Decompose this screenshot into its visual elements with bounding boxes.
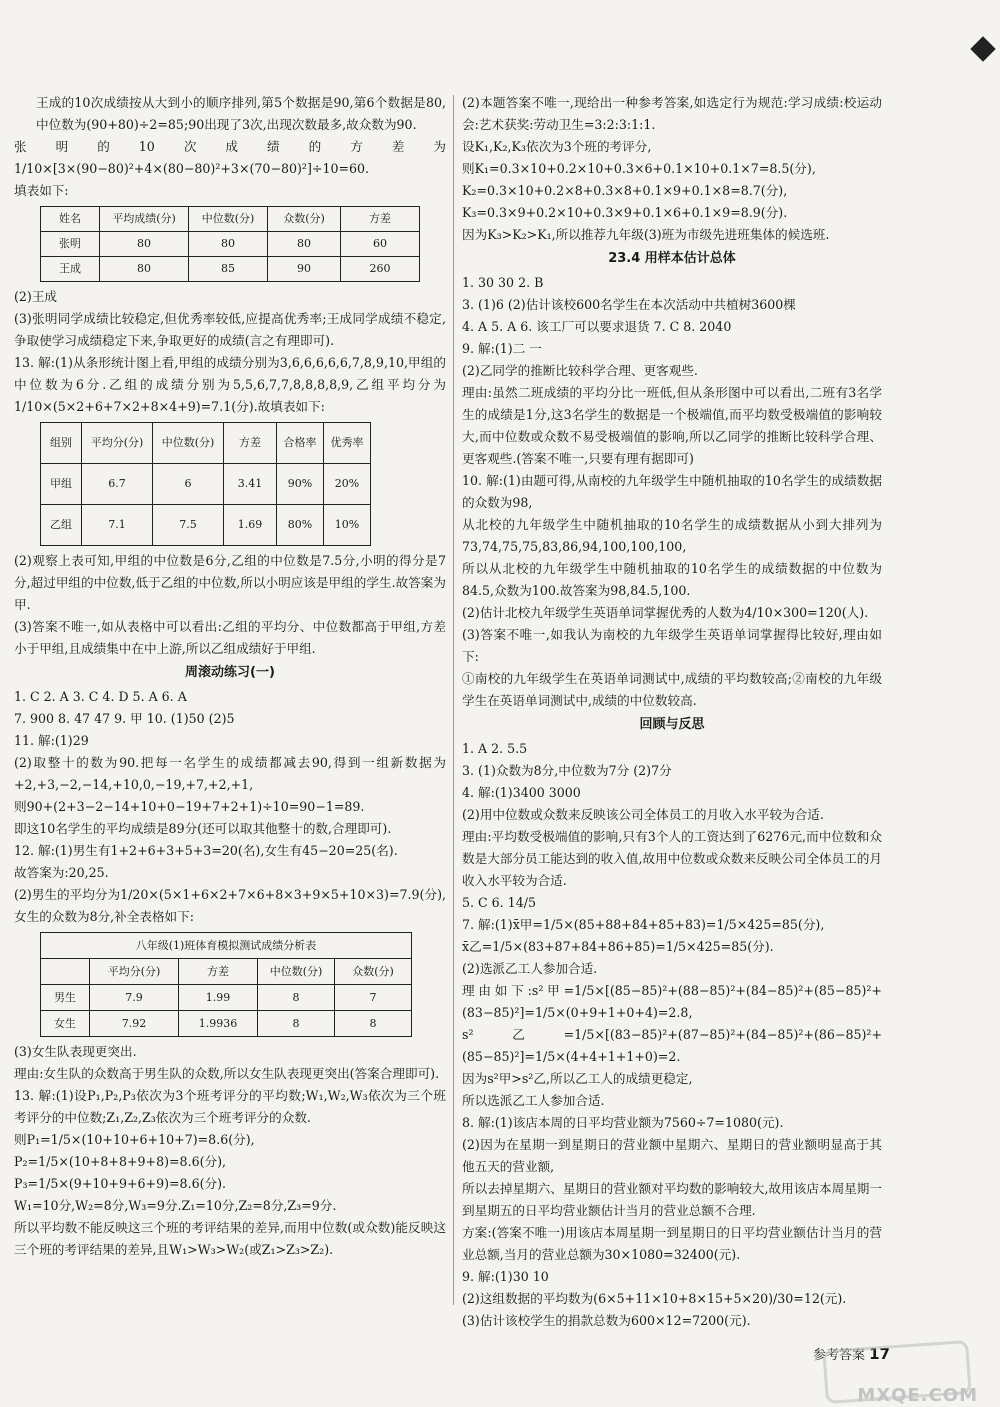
table-header: 合格率 — [277, 423, 324, 464]
text-line: 7. 解:(1)x̄甲=1/5×(85+88+84+85+83)=1/5×425=85(分), — [462, 917, 825, 932]
table-cell: 7.9 — [90, 985, 179, 1011]
text-line: 1. C 2. A 3. C 4. D 5. A 6. A — [14, 689, 187, 704]
text-line: 5. C 6. 14/5 — [462, 895, 536, 910]
text-line: (2)用中位数或众数来反映该公司全体员工的月收入水平较为合适. — [462, 807, 824, 822]
table-group-stats — [40, 422, 371, 546]
text-line: (2)男生的平均分为1/20×(5×1+6×2+7×6+8×3+9×5+10×3)=7.9(分),女生的众数为8分,补全表格如下: — [14, 887, 446, 924]
section-title: 周滚动练习(一) — [185, 665, 275, 680]
text-line: 理由:虽然二班成绩的平均分比一班低,但从条形图中可以看出,二班有3名学生的成绩是1分,这3名学生的数据是一个极端值,而平均数受极端值的影响较大,而中位数或众数不易受极端值的影响,所以乙同学的推断比较科学合理、更客观些.(答案不唯一,只要有理有据即可) — [462, 385, 882, 466]
table-cell: 85 — [189, 257, 268, 282]
table-cell: 张明 — [41, 232, 100, 257]
table-header: 中位数(分) — [189, 207, 268, 232]
text-line: W₁=10分,W₂=8分,W₃=9分.Z₁=10分,Z₂=8分,Z₃=9分. — [14, 1198, 337, 1213]
text-line: 理由:平均数受极端值的影响,只有3个人的工资达到了6276元,而中位数和众数是大部分员工能达到的收入值,故用中位数或众数来反映公司全体员工的月收入水平较为合适. — [462, 829, 882, 888]
table-cell: 8 — [258, 1011, 335, 1037]
table-cell: 女生 — [41, 1011, 90, 1037]
text-line: 因为s²甲>s²乙,所以乙工人的成绩更稳定, — [462, 1071, 693, 1086]
table-cell: 1.69 — [224, 505, 277, 546]
text-line: (3)答案不唯一,如从表格中可以看出:乙组的平均分、中位数都高于甲组,方差小于甲组,且成绩集中在中上游,所以乙组成绩好于甲组. — [14, 619, 446, 656]
text-line: (3)答案不唯一,如我认为南校的九年级学生英语单词掌握得比较好,理由如下: — [462, 627, 882, 664]
text-line: 10. 解:(1)由题可得,从南校的九年级学生中随机抽取的10名学生的成绩数据的众数为98, — [462, 473, 882, 510]
text-line: (3)女生队表现更突出. — [14, 1044, 137, 1059]
table-cell: 男生 — [41, 985, 90, 1011]
footer-label: 参考答案 — [812, 1348, 865, 1363]
text-line: 填表如下: — [14, 183, 69, 198]
page-number: 17 — [869, 1345, 890, 1363]
table-cell: 8 — [335, 1011, 412, 1037]
table-cell: 260 — [341, 257, 420, 282]
table-cell: 乙组 — [41, 505, 82, 546]
table-cell: 90% — [277, 464, 324, 505]
table-cell: 90 — [268, 257, 341, 282]
text-line: 所以平均数不能反映这三个班的考评结果的差异,而用中位数(或众数)能反映这三个班的考评结果的差异,且W₁>W₃>W₂(或Z₁>Z₃>Z₂). — [14, 1220, 446, 1257]
text-line: 9. 解:(1)30 10 — [462, 1269, 549, 1284]
text-line: (2)取整十的数为90.把每一名学生的成绩都减去90,得到一组新数据为+2,+3,−2,−14,+10,0,−19,+7,+2,+1, — [14, 755, 446, 792]
text-line: P₂=1/5×(10+8+8+9+8)=8.6(分), — [14, 1154, 227, 1169]
table-cell: 7 — [335, 985, 412, 1011]
table-header: 中位数(分) — [258, 959, 335, 985]
table-cell: 8 — [258, 985, 335, 1011]
text-line: (2)估计北校九年级学生英语单词掌握优秀的人数为4/10×300=120(人). — [462, 605, 869, 620]
table-cell: 80 — [100, 232, 189, 257]
table-cell: 20% — [324, 464, 371, 505]
table-cell: 80 — [100, 257, 189, 282]
text-line: 所以去掉星期六、星期日的营业额对平均数的影响较大,故用该店本周星期一到星期五的日平均营业额估计当月的营业总额不合理. — [462, 1181, 882, 1218]
table-cell: 7.1 — [82, 505, 153, 546]
table-header: 平均成绩(分) — [100, 207, 189, 232]
text-line: 所以选派乙工人参加合适. — [462, 1093, 605, 1108]
table-header: 平均分(分) — [82, 423, 153, 464]
text-line: (2)乙同学的推断比较科学合理、更客观些. — [462, 363, 698, 378]
table-header: 众数(分) — [335, 959, 412, 985]
section-title: 23.4 用样本估计总体 — [608, 251, 736, 266]
left-column — [14, 92, 446, 1261]
text-line: 因为K₃>K₂>K₁,所以推荐九年级(3)班为市级先进班集体的候选班. — [462, 227, 830, 242]
text-line: 所以从北校的九年级学生中随机抽取的10名学生的成绩数据的中位数为84.5,众数为100.故答案为98,84.5,100. — [462, 561, 882, 598]
table-header: 众数(分) — [268, 207, 341, 232]
text-line: 理由如下:s²甲=1/5×[(85−85)²+(88−85)²+(84−85)²+(85−85)²+(83−85)²]=1/5×(0+9+1+0+4)=2.8, — [462, 983, 882, 1020]
text-line: 8. 解:(1)该店本周的日平均营业额为7560÷7=1080(元). — [462, 1115, 784, 1130]
text-line: 11. 解:(1)29 — [14, 733, 89, 748]
column-divider — [453, 95, 454, 1305]
text-line: 1. 30 30 2. B — [462, 275, 544, 290]
text-line: 7. 900 8. 47 47 9. 甲 10. (1)50 (2)5 — [14, 711, 235, 726]
table-cell: 80 — [189, 232, 268, 257]
table-cell: 80 — [268, 232, 341, 257]
table-header: 方差 — [341, 207, 420, 232]
text-line: (3)估计该校学生的捐款总数为600×12=7200(元). — [462, 1313, 751, 1328]
table-cell: 6.7 — [82, 464, 153, 505]
table-cell: 甲组 — [41, 464, 82, 505]
table-caption: 八年级(1)班体育模拟测试成绩分析表 — [41, 933, 412, 959]
table-cell: 80% — [277, 505, 324, 546]
text-line: (2)本题答案不唯一,现给出一种参考答案,如选定行为规范:学习成绩:校运动会:艺术获奖:劳动卫生=3:2:3:1:1. — [462, 95, 882, 132]
text-line: (2)选派乙工人参加合适. — [462, 961, 598, 976]
text-line: 4. A 5. A 6. 该工厂可以要求退货 7. C 8. 2040 — [462, 319, 732, 334]
text-line: 即这10名学生的平均成绩是89分(还可以取其他整十的数,合理即可). — [14, 821, 392, 836]
text-line: 3. (1)众数为8分,中位数为7分 (2)7分 — [462, 763, 672, 778]
table-header — [41, 959, 90, 985]
text-line: 故答案为:20,25. — [14, 865, 109, 880]
right-column — [462, 92, 882, 1332]
text-line: 从北校的九年级学生中随机抽取的10名学生的成绩数据从小到大排列为73,74,75,75,83,86,94,100,100,100, — [462, 517, 882, 554]
table-score-summary — [40, 206, 420, 282]
table-cell: 1.9936 — [179, 1011, 258, 1037]
table-header: 方差 — [179, 959, 258, 985]
text-line: ①南校的九年级学生在英语单词测试中,成绩的平均数较高;②南校的九年级学生在英语单词测试中,成绩的中位数较高. — [462, 671, 882, 708]
text-line: 理由:女生队的众数高于男生队的众数,所以女生队表现更突出(答案合理即可). — [14, 1066, 440, 1081]
text-line: 1. A 2. 5.5 — [462, 741, 528, 756]
table-header: 方差 — [224, 423, 277, 464]
text-line: K₃=0.3×9+0.2×10+0.3×9+0.1×6+0.1×9=8.9(分). — [462, 205, 788, 220]
text-line: 则P₁=1/5×(10+10+6+10+7)=8.6(分), — [14, 1132, 255, 1147]
table-header: 中位数(分) — [153, 423, 224, 464]
text-line: 方案:(答案不唯一)用该店本周星期一到星期日的日平均营业额估计当月的营业总额,当月的营业总额为30×1080=32400(元). — [462, 1225, 882, 1262]
corner-mark — [970, 36, 995, 61]
text-line: (2)这组数据的平均数为(6×5+11×10+8×15+5×20)/30=12(元). — [462, 1291, 847, 1306]
table-header: 组别 — [41, 423, 82, 464]
table-header: 姓名 — [41, 207, 100, 232]
table-cell: 60 — [341, 232, 420, 257]
text-line: (2)观察上表可知,甲组的中位数是6分,乙组的中位数是7.5分,小明的得分是7分,超过甲组的中位数,低于乙组的中位数,所以小明应该是甲组的学生.故答案为甲. — [14, 553, 446, 612]
text-line: 13. 解:(1)从条形统计图上看,甲组的成绩分别为3,6,6,6,6,6,7,8,9,10,甲组的中位数为6分.乙组的成绩分别为5,5,6,7,7,8,8,8,8,9,乙组平均分为1/10×(5×2+6+7×2+8×4+9)=7.1(分).故填表如下: — [14, 355, 446, 414]
table-cell: 王成 — [41, 257, 100, 282]
watermark-url: MXQE.COM — [857, 1385, 978, 1406]
text-line: 13. 解:(1)设P₁,P₂,P₃依次为3个班考评分的平均数;W₁,W₂,W₃依次为三个班考评分的中位数;Z₁,Z₂,Z₃依次为三个班考评分的众数. — [14, 1088, 446, 1125]
table-cell: 3.41 — [224, 464, 277, 505]
table-cell: 1.99 — [179, 985, 258, 1011]
text-line: 张明的10次成绩的方差为1/10×[3×(90−80)²+4×(80−80)²+3×(70−80)²]÷10=60. — [14, 139, 446, 176]
text-line: s²乙=1/5×[(83−85)²+(87−85)²+(84−85)²+(86−85)²+(85−85)²]=1/5×(4+4+1+1+0)=2. — [462, 1027, 882, 1064]
text-line: (3)张明同学成绩比较稳定,但优秀率较低,应提高优秀率;王成同学成绩不稳定,争取使学习成绩稳定下来,争取更好的成绩(言之有理即可). — [14, 311, 446, 348]
table-cell: 7.5 — [153, 505, 224, 546]
text-line: 4. 解:(1)3400 3000 — [462, 785, 581, 800]
text-line: x̄乙=1/5×(83+87+84+86+85)=1/5×425=85(分). — [462, 939, 774, 954]
text-line: (2)因为在星期一到星期日的营业额中星期六、星期日的营业额明显高于其他五天的营业额, — [462, 1137, 882, 1174]
text-line: 设K₁,K₂,K₃依次为3个班的考评分, — [462, 139, 652, 154]
text-line: 王成的10次成绩按从大到小的顺序排列,第5个数据是90,第6个数据是80,中位数为(90+80)÷2=85;90出现了3次,出现次数最多,故众数为90. — [36, 95, 446, 132]
text-line: 12. 解:(1)男生有1+2+6+3+5+3=20(名),女生有45−20=25(名). — [14, 843, 398, 858]
section-title: 回顾与反思 — [639, 717, 705, 732]
text-line: 则K₁=0.3×10+0.2×10+0.3×6+0.1×10+0.1×7=8.5(分), — [462, 161, 816, 176]
table-header: 平均分(分) — [90, 959, 179, 985]
text-line: 9. 解:(1)二 一 — [462, 341, 542, 356]
text-line: P₃=1/5×(9+10+9+6+9)=8.6(分). — [14, 1176, 227, 1191]
table-cell: 6 — [153, 464, 224, 505]
table-cell: 10% — [324, 505, 371, 546]
text-line: (2)王成 — [14, 289, 58, 304]
table-cell: 7.92 — [90, 1011, 179, 1037]
text-line: K₂=0.3×10+0.2×8+0.3×8+0.1×9+0.1×8=8.7(分), — [462, 183, 788, 198]
table-header: 优秀率 — [324, 423, 371, 464]
text-line: 则90+(2+3−2−14+10+0−19+7+2+1)÷10=90−1=89. — [14, 799, 365, 814]
table-pe-analysis — [40, 932, 412, 1037]
text-line: 3. (1)6 (2)估计该校600名学生在本次活动中共植树3600棵 — [462, 297, 796, 312]
